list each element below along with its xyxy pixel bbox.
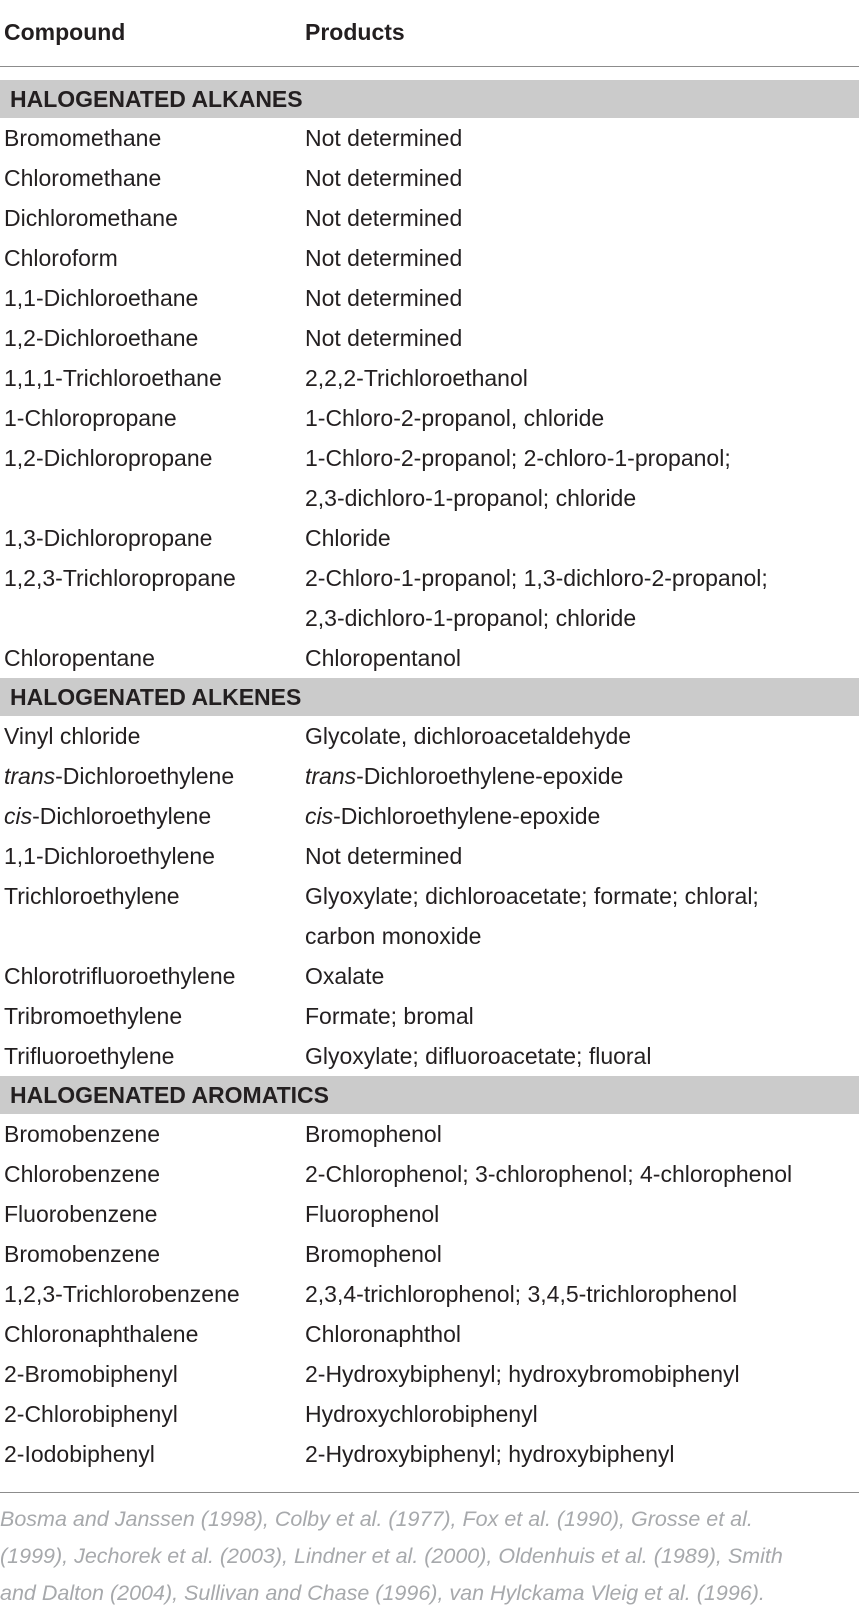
table-row — [0, 836, 859, 876]
compound-cell — [4, 836, 294, 876]
products-cell — [305, 398, 853, 438]
products-cell — [305, 1434, 853, 1474]
table-row — [0, 796, 859, 836]
compound-cell — [4, 996, 294, 1036]
compound-name: 1-Chloropropane — [4, 405, 177, 431]
compound-cell — [4, 358, 294, 398]
table-row — [0, 756, 859, 796]
products-cell — [305, 716, 853, 756]
footnote-line: and Dalton (2004), Sullivan and Chase (1996), van Hylckama Vleig et al. (1996). — [0, 1581, 765, 1605]
products-line — [305, 1194, 853, 1234]
products-cell — [305, 956, 853, 996]
compound-cell — [4, 278, 294, 318]
compound-name: -Dichloroethylene — [55, 763, 235, 789]
products-text: Fluorophenol — [305, 1201, 440, 1227]
compound-name: Chlorotrifluoroethylene — [4, 963, 236, 989]
products-line — [305, 716, 853, 756]
table-row — [0, 1114, 859, 1154]
compound-name: 1,1-Dichloroethane — [4, 285, 199, 311]
products-line — [305, 638, 853, 678]
products-text: 2,2,2-Trichloroethanol — [305, 365, 528, 391]
table-row — [0, 358, 859, 398]
section-title: HALOGENATED AROMATICS — [10, 1082, 330, 1108]
products-line — [305, 1394, 853, 1434]
table-row — [0, 996, 859, 1036]
products-text: Chloropentanol — [305, 645, 462, 671]
footnote-line: Bosma and Janssen (1998), Colby et al. (1977), Fox et al. (1990), Grosse et al. — [0, 1507, 753, 1531]
products-text: 2,3,4-trichlorophenol; 3,4,5-trichlorophenol — [305, 1281, 738, 1307]
products-cell — [305, 358, 853, 398]
compound-name: Dichloromethane — [4, 205, 178, 231]
products-text: Glyoxylate; dichloroacetate; formate; chloral; — [305, 883, 759, 909]
products-text: -Dichloroethylene-epoxide — [333, 803, 601, 829]
products-line — [305, 238, 853, 278]
compound-name: 2-Bromobiphenyl — [4, 1361, 178, 1387]
compound-name: Trichloroethylene — [4, 883, 180, 909]
products-text: Not determined — [305, 165, 463, 191]
products-line — [305, 118, 853, 158]
table-row — [0, 558, 859, 638]
products-cell — [305, 836, 853, 876]
compound-cell — [4, 638, 294, 678]
products-text: Oxalate — [305, 963, 385, 989]
products-text: Not determined — [305, 125, 463, 151]
compound-cell — [4, 1434, 294, 1474]
section-title: HALOGENATED ALKENES — [10, 684, 302, 710]
compound-cell — [4, 518, 294, 558]
products-cell — [305, 638, 853, 678]
products-text: carbon monoxide — [305, 923, 482, 949]
products-cell — [305, 238, 853, 278]
table-row — [0, 118, 859, 158]
table-row — [0, 1194, 859, 1234]
compound-cell — [4, 1354, 294, 1394]
products-line — [305, 358, 853, 398]
compound-name: Chloronaphthalene — [4, 1321, 199, 1347]
products-line — [305, 158, 853, 198]
compound-name: Chloropentane — [4, 645, 155, 671]
section-title: HALOGENATED ALKANES — [10, 86, 303, 112]
products-line — [305, 996, 853, 1036]
compound-cell — [4, 198, 294, 238]
products-cell — [305, 1114, 853, 1154]
products-cell — [305, 996, 853, 1036]
products-line — [305, 1036, 853, 1076]
compound-name: 1,3-Dichloropropane — [4, 525, 213, 551]
compound-name: 1,1-Dichloroethylene — [4, 843, 215, 869]
products-line — [305, 1434, 853, 1474]
products-cell — [305, 558, 853, 638]
compound-cell — [4, 318, 294, 358]
table-row — [0, 198, 859, 238]
products-text: 2-Chloro-1-propanol; 1,3-dichloro-2-propanol; — [305, 565, 768, 591]
compound-cell — [4, 1274, 294, 1314]
compound-cell — [4, 398, 294, 438]
compound-name: 1,2,3-Trichlorobenzene — [4, 1281, 240, 1307]
table-row — [0, 1434, 859, 1474]
compound-cell — [4, 238, 294, 278]
table-row — [0, 438, 859, 518]
compound-name: 1,2-Dichloropropane — [4, 445, 213, 471]
compound-cell — [4, 118, 294, 158]
products-line — [305, 796, 853, 836]
products-text: Not determined — [305, 205, 463, 231]
compound-cell — [4, 1314, 294, 1354]
products-line — [305, 1354, 853, 1394]
products-cell — [305, 796, 853, 836]
compound-name: Tribromoethylene — [4, 1003, 183, 1029]
products-line — [305, 876, 853, 916]
products-line — [305, 756, 853, 796]
table-row — [0, 1154, 859, 1194]
products-text: Not determined — [305, 285, 463, 311]
compound-name: Bromobenzene — [4, 1121, 160, 1147]
products-cell — [305, 1314, 853, 1354]
compound-cell — [4, 956, 294, 996]
products-line — [305, 836, 853, 876]
products-line — [305, 318, 853, 358]
table-row — [0, 1234, 859, 1274]
compound-cell — [4, 1114, 294, 1154]
products-cell — [305, 198, 853, 238]
compound-name: 2-Iodobiphenyl — [4, 1441, 155, 1467]
products-text: Glycolate, dichloroacetaldehyde — [305, 723, 632, 749]
products-text: 2-Chlorophenol; 3-chlorophenol; 4-chlorophenol — [305, 1161, 793, 1187]
table-header — [0, 0, 859, 67]
table-row — [0, 1354, 859, 1394]
products-line — [305, 598, 853, 638]
products-cell — [305, 1354, 853, 1394]
table-row — [0, 238, 859, 278]
products-text: -Dichloroethylene-epoxide — [356, 763, 624, 789]
section-header — [0, 80, 859, 118]
table-body — [0, 80, 859, 1474]
products-text: 1-Chloro-2-propanol; 2-chloro-1-propanol; — [305, 445, 731, 471]
products-cell — [305, 438, 853, 518]
products-line — [305, 438, 853, 478]
products-line — [305, 916, 853, 956]
products-text: 2-Hydroxybiphenyl; hydroxybiphenyl — [305, 1441, 675, 1467]
table-row — [0, 1274, 859, 1314]
compound-name: Bromobenzene — [4, 1241, 160, 1267]
products-line — [305, 518, 853, 558]
compound-prefix: trans — [4, 763, 56, 789]
products-line — [305, 558, 853, 598]
products-cell — [305, 1394, 853, 1434]
table-row — [0, 1036, 859, 1076]
compound-name: 1,1,1-Trichloroethane — [4, 365, 222, 391]
table-footnote — [0, 1492, 859, 1612]
compound-name: 1,2,3-Trichloropropane — [4, 565, 236, 591]
products-text: Hydroxychlorobiphenyl — [305, 1401, 538, 1427]
compound-cell — [4, 1394, 294, 1434]
products-line — [305, 398, 853, 438]
products-cell — [305, 1194, 853, 1234]
products-line — [305, 956, 853, 996]
products-line — [305, 278, 853, 318]
products-cell — [305, 1154, 853, 1194]
compound-name: Fluorobenzene — [4, 1201, 158, 1227]
products-cell — [305, 518, 853, 558]
section-header — [0, 678, 859, 716]
products-cell — [305, 278, 853, 318]
products-text: Not determined — [305, 843, 463, 869]
compound-name: 2-Chlorobiphenyl — [4, 1401, 178, 1427]
products-text: 2-Hydroxybiphenyl; hydroxybromobiphenyl — [305, 1361, 740, 1387]
compound-cell — [4, 558, 294, 598]
products-text: 1-Chloro-2-propanol, chloride — [305, 405, 605, 431]
compound-cell — [4, 796, 294, 836]
compound-cell — [4, 158, 294, 198]
table-row — [0, 638, 859, 678]
table-row — [0, 1394, 859, 1434]
table-row — [0, 876, 859, 956]
compound-cell — [4, 1154, 294, 1194]
products-cell — [305, 1274, 853, 1314]
products-cell — [305, 158, 853, 198]
products-line — [305, 478, 853, 518]
header-products: Products — [305, 19, 405, 45]
table-row — [0, 956, 859, 996]
table-row — [0, 716, 859, 756]
products-text: Not determined — [305, 325, 463, 351]
compound-cell — [4, 1234, 294, 1274]
products-cell — [305, 118, 853, 158]
products-text: Not determined — [305, 245, 463, 271]
table-row — [0, 518, 859, 558]
header-compound: Compound — [4, 19, 126, 45]
footnote-line: (1999), Jechorek et al. (2003), Lindner et al. (2000), Oldenhuis et al. (1989), Smith — [0, 1544, 783, 1568]
compound-cell — [4, 716, 294, 756]
products-prefix: cis — [305, 803, 334, 829]
products-text: 2,3-dichloro-1-propanol; chloride — [305, 605, 637, 631]
table-row — [0, 318, 859, 358]
compound-cell — [4, 1194, 294, 1234]
products-line — [305, 1114, 853, 1154]
compound-name: Chlorobenzene — [4, 1161, 161, 1187]
table-row — [0, 278, 859, 318]
products-text: 2,3-dichloro-1-propanol; chloride — [305, 485, 637, 511]
table-row — [0, 398, 859, 438]
products-line — [305, 198, 853, 238]
products-line — [305, 1314, 853, 1354]
compound-name: Bromomethane — [4, 125, 162, 151]
products-prefix: trans — [305, 763, 357, 789]
products-text: Chloronaphthol — [305, 1321, 462, 1347]
products-cell — [305, 756, 853, 796]
products-cell — [305, 318, 853, 358]
compound-cell — [4, 438, 294, 478]
products-line — [305, 1234, 853, 1274]
compound-cell — [4, 1036, 294, 1076]
products-cell — [305, 1036, 853, 1076]
products-cell — [305, 1234, 853, 1274]
products-text: Formate; bromal — [305, 1003, 474, 1029]
compound-name: Chloroform — [4, 245, 118, 271]
products-cell — [305, 876, 853, 956]
compound-name: 1,2-Dichloroethane — [4, 325, 199, 351]
products-text: Glyoxylate; difluoroacetate; fluoral — [305, 1043, 652, 1069]
section-header — [0, 1076, 859, 1114]
compound-cell — [4, 876, 294, 916]
products-line — [305, 1274, 853, 1314]
products-line — [305, 1154, 853, 1194]
compound-name: Vinyl chloride — [4, 723, 141, 749]
products-text: Bromophenol — [305, 1241, 442, 1267]
products-text: Chloride — [305, 525, 391, 551]
products-text: Bromophenol — [305, 1121, 442, 1147]
compound-name: Trifluoroethylene — [4, 1043, 175, 1069]
compound-name: -Dichloroethylene — [32, 803, 212, 829]
compound-cell — [4, 756, 294, 796]
table-row — [0, 158, 859, 198]
table-row — [0, 1314, 859, 1354]
compound-name: Chloromethane — [4, 165, 162, 191]
compound-prefix: cis — [4, 803, 33, 829]
